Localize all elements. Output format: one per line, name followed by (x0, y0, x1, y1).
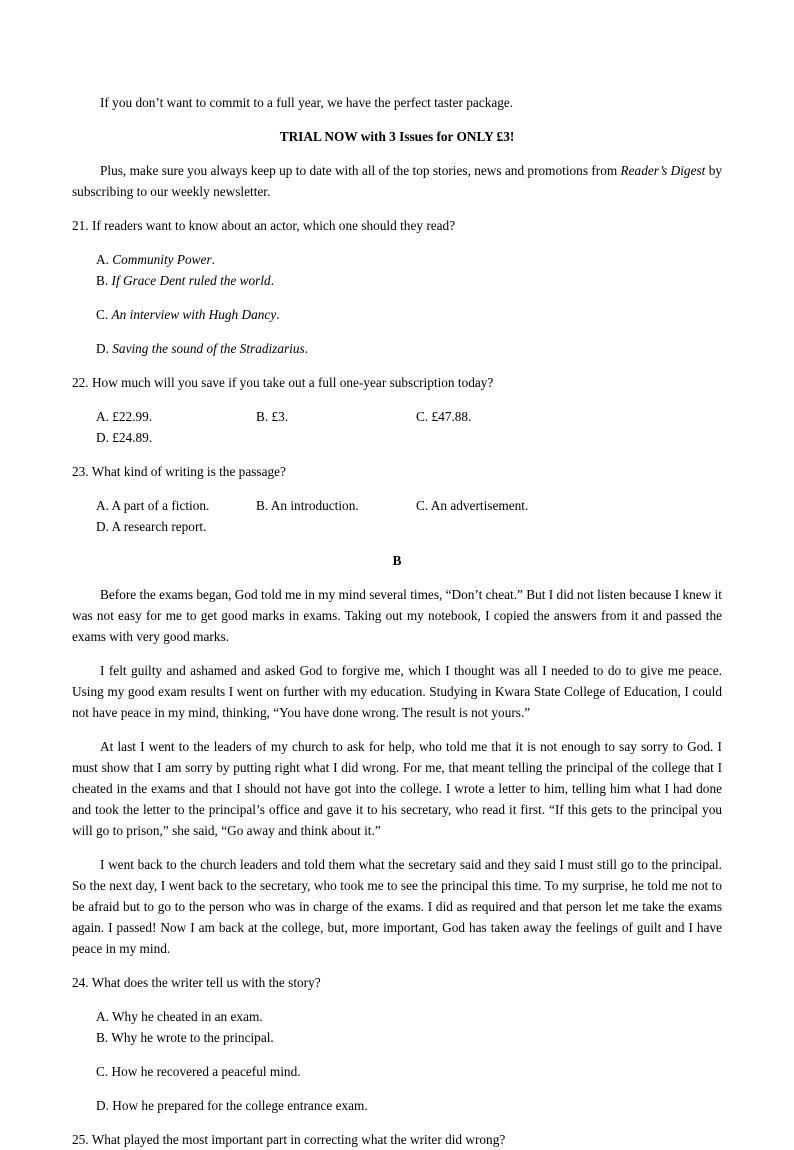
q23-option-d[interactable]: D. A research report. (96, 519, 207, 534)
q23-option-c[interactable]: C. An advertisement. (416, 498, 529, 513)
q24-option-c[interactable]: C. How he recovered a peaceful mind. (96, 1064, 301, 1079)
trial-heading: TRIAL NOW with 3 Issues for ONLY £3! (279, 129, 515, 144)
q22-option-d[interactable]: D. £24.89. (96, 430, 153, 445)
passage-b-paragraph-1: Before the exams began, God told me in my mind several times, “Don’t cheat.” But I did not listen because I knew it was not easy for me to get good marks in exams. Taking out my notebook, I copied the answers from it and passed the exams with very good marks. (72, 587, 722, 644)
q24-option-b[interactable]: B. Why he wrote to the principal. (96, 1030, 274, 1045)
question-23-options (72, 495, 722, 537)
q23-option-b[interactable]: B. An introduction. (256, 498, 359, 513)
question-21-options (72, 249, 722, 359)
q21-option-d[interactable]: D. Saving the sound of the Stradizarius. (96, 341, 309, 356)
newsletter-title: Reader’s Digest (620, 163, 706, 178)
q23-option-a[interactable]: A. A part of a fiction. (96, 498, 210, 513)
question-21-stem: 21. If readers want to know about an actor, which one should they read? (72, 218, 456, 233)
q21-option-a[interactable]: A. Community Power. (96, 252, 215, 267)
taster-paragraph: If you don’t want to commit to a full year, we have the perfect taster package. (100, 95, 514, 110)
document-page (72, 92, 722, 1150)
q24-option-a[interactable]: A. Why he cheated in an exam. (96, 1009, 263, 1024)
q21-option-c[interactable]: C. An interview with Hugh Dancy. (96, 307, 280, 322)
question-24-stem: 24. What does the writer tell us with the story? (72, 975, 321, 990)
question-24-options (72, 1006, 722, 1116)
q22-option-b[interactable]: B. £3. (256, 409, 289, 424)
passage-b-paragraph-2: I felt guilty and ashamed and asked God to forgive me, which I thought was all I needed to do to give me peace. Using my good exam results I went on further with my education. Studying in Kwara State College of Education, I could not have peace in my mind, thinking, “You have done wrong. The result is not yours.” (72, 663, 722, 720)
section-b-heading: B (392, 553, 402, 568)
q22-option-a[interactable]: A. £22.99. (96, 409, 153, 424)
question-22-stem: 22. How much will you save if you take out a full one-year subscription today? (72, 375, 494, 390)
q21-option-b[interactable]: B. If Grace Dent ruled the world. (96, 273, 275, 288)
q22-option-c[interactable]: C. £47.88. (416, 409, 472, 424)
question-22-options (72, 406, 722, 448)
newsletter-pre: Plus, make sure you always keep up to date with all of the top stories, news and promotions from (100, 163, 621, 178)
question-25-stem: 25. What played the most important part in correcting what the writer did wrong? (72, 1132, 506, 1147)
passage-b-paragraph-4: I went back to the church leaders and told them what the secretary said and they said I must still go to the principal. So the next day, I went back to the secretary, who took me to see the principal this time. To my surprise, he told me not to be afraid but to go to the person who was in charge of the exams. I did as required and that person let me take the exams again. I passed! Now I am back at the college, but, more important, God has taken away the feelings of guilt and I have peace in my mind. (72, 857, 722, 956)
passage-b-paragraph-3: At last I went to the leaders of my church to ask for help, who told me that it is not enough to say sorry to God. I must show that I am sorry by putting right what I did wrong. For me, that meant telling the principal of the college that I cheated in the exams and that I should not have got into the college. I wrote a letter to him, telling him what I had done and took the letter to the principal’s office and gave it to his secretary, who read it first. “If this gets to the principal you will go to prison,” she said, “Go away and think about it.” (72, 739, 722, 838)
q24-option-d[interactable]: D. How he prepared for the college entrance exam. (96, 1098, 368, 1113)
newsletter-post: by subscribing to our weekly newsletter. (72, 163, 722, 199)
newsletter-paragraph (72, 160, 722, 202)
question-23-stem: 23. What kind of writing is the passage? (72, 464, 286, 479)
